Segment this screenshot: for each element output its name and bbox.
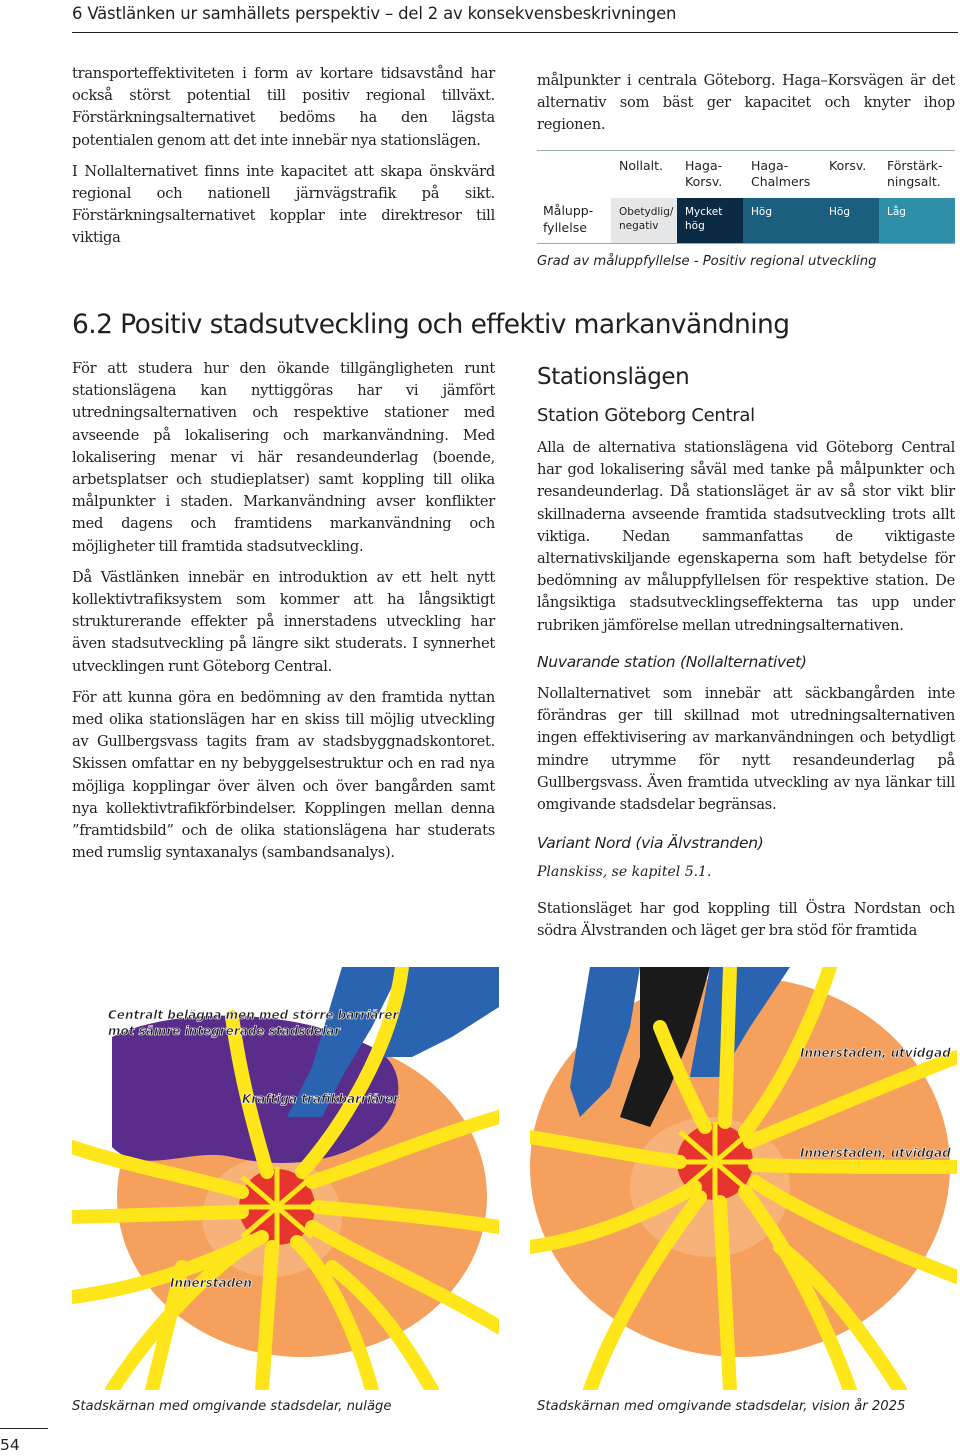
mid-right-text-2 [537,683,955,816]
map-vision-2025 [530,967,957,1390]
column-header: Haga-Chalmers [751,158,811,189]
map-label-innerstaden-utvidgad: Innerstaden, utvidgad [800,1046,951,1060]
map-caption-vision: Stadskärnan med omgivande stadsdelar, vision år 2025 [537,1399,906,1414]
paragraph: målpunkter i centrala Göteborg. Haga–Korsvägen är det alternativ som bäst ger kapacitet och knyter ihop regionen. [537,72,955,134]
paragraph: I Nollalternativet finns inte kapacitet att skapa önskvärd regional och nationell järnvägstrafik på sikt. Förstärkningsalternativet kopplar inte direktresor till viktiga [72,162,495,247]
table-row-label [537,198,611,243]
paragraph: För att kunna göra en bedömning av den framtida nyttan med olika stationslägen har en skiss till möjlig utveckling av Gullbergsvass tagits fram av stadsbyggnadskontoret. Skissen omfattar en ny bebyggelsestruktur och en rad nya möjliga kopplingar över älven och över bangården samt nya kollektivtrafikförbindelser. Kopplingen mellan denna ”framtidsbild” och de olika stationslägena har studerats med rumslig syntaxanalys (sambandsanalys). [72,688,495,862]
table-header-korsv [821,151,879,198]
table-header-haga-chalmers [743,151,821,198]
paragraph: Stationsläget har god koppling till Östra Nordstan och södra Älvstranden och läget ger bra stöd för framtida [537,900,955,940]
table-value-forstarkning [879,198,955,243]
column-header: Korsv. [829,158,867,173]
mid-right-text-3 [537,898,955,942]
map-current-drawing [72,967,499,1390]
header-rule [72,32,958,33]
column-header: Nollalt. [619,158,663,173]
map-label-traffic-barriers: Kraftiga trafikbarriärer [242,1092,400,1106]
subheading-goteborg-central: Station Göteborg Central [537,405,755,426]
top-left-text [72,63,495,250]
cell-value: Hög [829,206,850,218]
table-header-forstarkning [879,151,955,198]
subheading-variant-nord: Variant Nord (via Älvstranden) [537,834,764,852]
planskiss-reference: Planskiss, se kapitel 5.1. [537,864,712,880]
cell-value: Mycket hög [685,206,723,232]
paragraph: transporteffektiviteten i form av kortare tidsavstånd har också störst potential till positiv regional tillväxt. Förstärkningsalternativet bedöms ha den lägsta potentialen genom att det inte innebär nya stationslägen. [72,65,495,149]
map-caption-current: Stadskärnan med omgivande stadsdelar, nuläge [72,1399,392,1414]
table-header-nollalt [611,151,677,198]
map-label-innerstaden: Innerstaden [170,1276,252,1290]
table-value-nollalt [611,198,677,243]
map-current-situation [72,967,499,1390]
running-header: 6 Västlänken ur samhällets perspektiv – del 2 av konsekvensbeskrivningen [72,4,677,23]
paragraph: Då Västlänken innebär en introduktion av ett helt nytt kollektivtrafiksystem som kommer att ha långsiktigt strukturerande effekter på innerstadens utveckling har även stadsutveckling på längre sikt studerats. I synnerhet utvecklingen runt Göteborg Central. [72,568,495,675]
section-heading: 6.2 Positiv stadsutveckling och effektiv markanvändning [72,309,790,340]
cell-value: Låg [887,206,906,218]
table-value-korsv [821,198,879,243]
cell-value: Hög [751,206,772,218]
map-label-barriers-2: mot sämre integrerade stadsdelar [108,1024,341,1038]
paragraph: Alla de alternativa stationslägena vid Göteborg Central har god lokalisering såväl med tanke på målpunkter och resandeunderlag. Då stationsläget är av så stor vikt blir skillnaderna avseende framtida stadsutveckling trots allt viktiga. Nedan sammanfattas de viktigaste alternativskiljande egenskaperna som haft betydelse för bedömning av måluppfyllelsen för respektive station. De långsiktiga stadsutvecklingseffekterna tas upp under rubriken jämförelse mellan utredningsalternativen. [537,439,955,634]
map-label-barriers: Centralt belägna men med större barriärer [108,1008,399,1022]
subheading-stationslagen: Stationslägen [537,364,690,390]
map-label-innerstaden-utvidgad-2: Innerstaden, utvidgad [800,1146,951,1160]
subheading-nuvarande-station: Nuvarande station (Nollalternativet) [537,653,807,671]
top-right-text [537,70,955,137]
goal-fulfilment-table [537,150,955,244]
table-value-haga-chalmers [743,198,821,243]
table-header-haga-korsv [677,151,743,198]
mid-right-text [537,437,955,637]
page-number: 54 [0,1436,20,1454]
row-label: Målupp-fyllelse [543,203,594,235]
map-vision-drawing [530,967,957,1390]
column-header: Förstärk-ningsalt. [887,158,943,189]
paragraph: Nollalternativet som innebär att säckbangården inte förändras ger till skillnad mot utredningsalternativen ingen effektivisering av markanvändningen och betydligt mindre utrymme för nytt resandeunderlag på Gullbergsvass. Även framtida utveckling av nya länkar till omgivande stadsdelar begränsas. [537,685,955,814]
column-header: Haga-Korsv. [685,158,723,189]
paragraph: För att studera hur den ökande tillgängligheten runt stationslägena kan nyttiggöras har vi jämfört utredningsalternativen och respektive stationer med avseende på lokalisering och markanvändning. Med lokalisering menar vi här resandeunderlag (boende, arbetsplatser och studieplatser) samt koppling till olika målpunkter i staden. Markanvändning avser konflikter med dagens och framtidens markanvändning och möjligheter till framtida stadsutveckling. [72,360,495,555]
table-caption: Grad av måluppfyllelse - Positiv regional utveckling [537,254,877,269]
mid-left-text [72,358,495,864]
table-value-haga-korsv [677,198,743,243]
cell-value: Obetydlig/ negativ [619,206,674,232]
page-number-rule [0,1428,48,1429]
